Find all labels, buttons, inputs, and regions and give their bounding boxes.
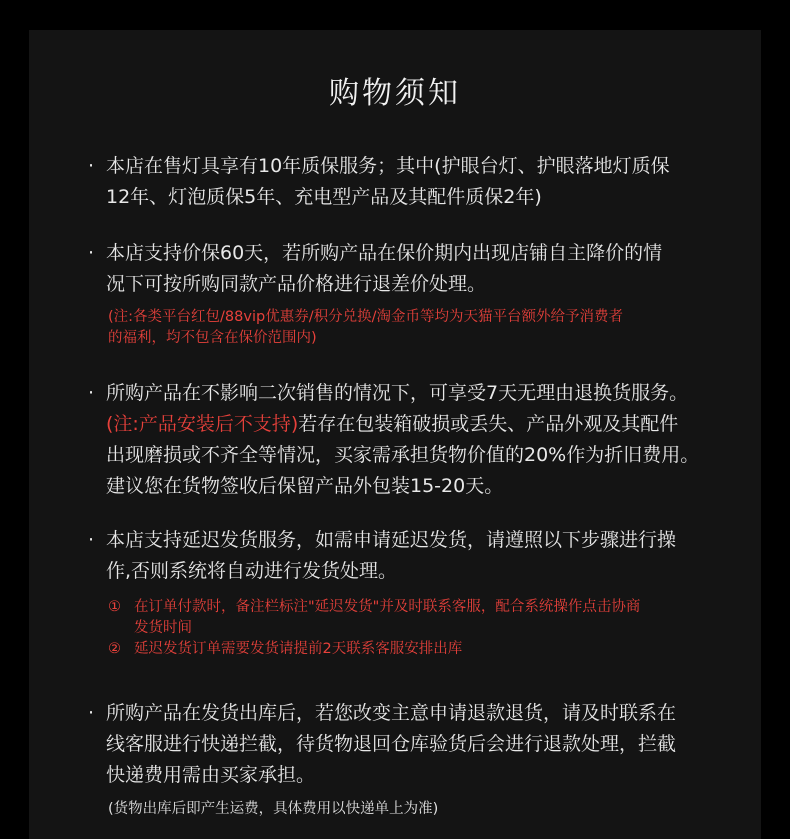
refund-line-1: 所购产品在发货出库后，若您改变主意申请退款退货，请及时联系在: [106, 702, 677, 724]
refund-shipping-note: (货物出库后即产生运费，具体费用以快递单上为准): [108, 801, 439, 817]
delayed-step-1: [88, 597, 738, 639]
section-delayed-shipping: [88, 525, 738, 660]
bullet-dot: ·: [88, 702, 95, 724]
price-protection-note-1: (注:各类平台红包/88vip优惠券/积分兑换/淘金币等均为天猫平台额外给予消费者: [108, 309, 623, 325]
warranty-line-1: 本店在售灯具享有10年质保服务；其中(护眼台灯、护眼落地灯质保: [106, 155, 670, 177]
returns-line-1: 所购产品在不影响二次销售的情况下，可享受7天无理由退换货服务。: [106, 382, 689, 404]
refund-line-3: 快递费用需由买家承担。: [106, 764, 316, 786]
delayed-step-1-cont: 发货时间: [134, 620, 192, 636]
delayed-step-2-text: 延迟发货订单需要发货请提前2天联系客服安排出库: [134, 641, 463, 657]
price-protection-line-2: 况下可按所购同款产品价格进行退差价处理。: [106, 273, 487, 295]
bullet-dot: ·: [88, 382, 95, 404]
returns-line-3: 出现磨损或不齐全等情况，买家需承担货物价值的20%作为折旧费用。: [106, 444, 700, 466]
page-title: 购物须知: [329, 76, 461, 111]
step-number-1: ①: [108, 599, 121, 615]
step-number-2: ②: [108, 641, 121, 657]
returns-line-4: 建议您在货物签收后保留产品外包装15-20天。: [106, 475, 504, 497]
delayed-line-2: 作,否则系统将自动进行发货处理。: [106, 560, 398, 582]
delayed-step-2: [88, 639, 738, 660]
section-price-protection: [88, 238, 738, 349]
warranty-line-2: 12年、灯泡质保5年、充电型产品及其配件质保2年): [106, 186, 542, 208]
delayed-line-1: 本店支持延迟发货服务，如需申请延迟发货，请遵照以下步骤进行操: [106, 529, 677, 551]
refund-line-2: 线客服进行快递拦截，待货物退回仓库验货后会进行退款处理，拦截: [106, 733, 677, 755]
price-protection-line-1: 本店支持价保60天，若所购产品在保价期内出现店铺自主降价的情: [106, 242, 663, 264]
bullet-dot: ·: [88, 529, 95, 551]
delayed-step-1-text: 在订单付款时，备注栏标注"延迟发货"并及时联系客服，配合系统操作点击协商: [134, 599, 641, 615]
price-protection-note-2: 的福利，均不包含在保价范围内): [108, 330, 317, 346]
bullet-dot: ·: [88, 242, 95, 264]
bullet-dot: ·: [88, 155, 95, 177]
section-returns: [88, 378, 738, 502]
section-warranty: [88, 151, 738, 213]
returns-install-note: (注:产品安装后不支持): [106, 413, 299, 435]
returns-line-2: 若存在包装箱破损或丢失、产品外观及其配件: [298, 413, 679, 435]
section-after-shipping-refund: [88, 698, 738, 820]
